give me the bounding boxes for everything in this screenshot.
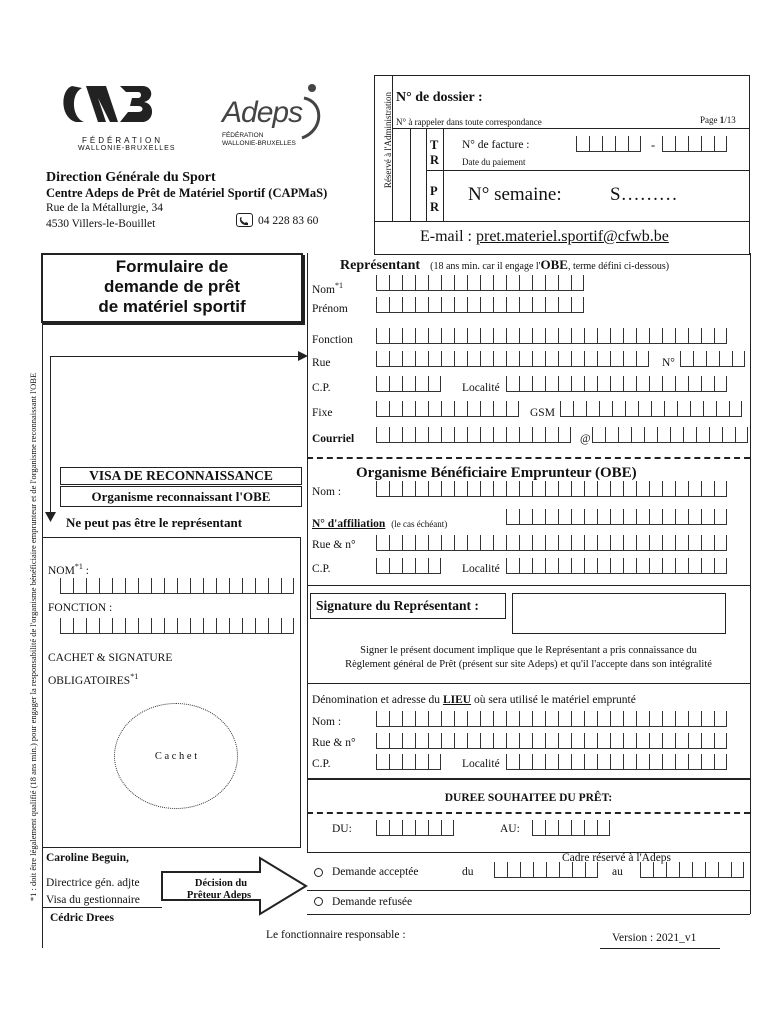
lieu-rue-input[interactable]: [376, 733, 727, 749]
lieu-nom-label: Nom :: [312, 716, 342, 728]
footer-manager: Cédric Drees: [50, 912, 114, 924]
form-title-line2: demande de prêt: [103, 277, 241, 296]
admin-line1: [392, 128, 750, 129]
representant-note-post: , terme défini ci-dessous): [567, 261, 670, 272]
right-col-left-line: [307, 253, 308, 853]
obe-affiliation: [312, 514, 447, 532]
footer-role: Directrice gén. adjte: [46, 877, 140, 889]
acceptee-au: au: [612, 866, 623, 878]
decision-line2: Prêteur Adeps: [186, 890, 252, 901]
rep-courriel-at: @: [580, 433, 591, 445]
footer-right-border: [750, 852, 751, 914]
rep-fixe-input[interactable]: [376, 401, 519, 417]
rep-courriel-input-a[interactable]: [376, 427, 571, 443]
rep-cp-label: C.P.: [312, 382, 331, 394]
rep-gsm-label: GSM: [530, 407, 555, 419]
rep-fonction-input[interactable]: [376, 328, 727, 344]
footer-visa: Visa du gestionnaire: [46, 894, 140, 906]
duree-au-input[interactable]: [532, 820, 610, 836]
obe-affiliation-note: (le cas échéant): [391, 519, 448, 529]
arrow-horizontal: [50, 356, 300, 357]
duree-top-line: [307, 778, 750, 780]
rep-gsm-input[interactable]: [560, 401, 742, 417]
lieu-cp-label: C.P.: [312, 758, 331, 770]
admin-col-c: [443, 128, 444, 221]
lieu-rue-label: Rue & n°: [312, 737, 356, 749]
rep-fixe-label: Fixe: [312, 407, 333, 419]
adeps-sub2: WALLONIE-BRUXELLES: [222, 140, 296, 147]
version-label: Version : 2021_v1: [612, 932, 697, 944]
lieu-title-post: où sera utilisé le matériel emprunté: [471, 694, 636, 706]
wb-logo-line2: WALLONIE-BRUXELLES: [78, 145, 176, 152]
duree-du-label: DU:: [332, 823, 352, 835]
acceptee-du-input[interactable]: [494, 862, 598, 878]
obe-nom-input[interactable]: [376, 481, 727, 497]
visa-cachet-line2: [48, 672, 138, 687]
duree-title: DUREE SOUHAITEE DU PRÊT:: [444, 792, 613, 804]
obe-rue-input[interactable]: [376, 535, 727, 551]
visa-nom-label: [48, 562, 89, 577]
centre-name: Centre Adeps de Prêt de Matériel Sportif (CAPMaS): [46, 186, 328, 200]
footer-right-line1: [307, 890, 750, 891]
wb-logo-icon: [58, 78, 168, 130]
page-num: 1: [719, 115, 725, 125]
footer-right-line2: [307, 914, 750, 915]
address-street: Rue de la Métallurgie, 34: [46, 202, 163, 214]
page-indicator: [700, 115, 736, 125]
rep-prenom-input[interactable]: [376, 297, 584, 313]
acceptee-label: Demande acceptée: [332, 866, 419, 878]
visa-cachet-sup: *1: [130, 672, 139, 681]
pr-r: R: [430, 200, 440, 214]
visa-cachet-line1: CACHET & SIGNATURE: [48, 652, 173, 664]
pr-p: P: [430, 184, 438, 198]
signature-bottom-line: [307, 683, 750, 684]
date-paiement: Date du paiement: [462, 157, 526, 167]
facture-input-a[interactable]: [576, 136, 641, 152]
obe-cp-label: C.P.: [312, 563, 331, 575]
adeps-logo: [218, 82, 328, 152]
duree-bottom-line: [307, 852, 750, 853]
email-label: E-mail :: [420, 228, 476, 245]
semaine-label: N° semaine:: [468, 184, 562, 205]
signature-label: Signature du Représentant :: [316, 598, 479, 613]
form-title-line3: de matériel sportif: [98, 297, 246, 316]
lieu-title: [312, 694, 636, 706]
lieu-nom-input[interactable]: [376, 711, 727, 727]
duree-du-input[interactable]: [376, 820, 454, 836]
responsable-label: Le fonctionnaire responsable :: [266, 929, 406, 941]
rep-separator: [307, 457, 750, 459]
rep-nom-input[interactable]: [376, 275, 584, 291]
representant-title: Représentant: [340, 258, 421, 273]
admin-line2: [426, 170, 750, 171]
representant-note-pre: (18 ans min. car il engage l': [430, 261, 541, 272]
semaine-value[interactable]: S………: [610, 184, 678, 205]
wb-logo-line1: FÉDÉRATION: [82, 136, 163, 145]
adeps-logo-text: Adeps: [222, 96, 303, 129]
stamp-label: C a c h e t: [154, 751, 198, 762]
adeps-swoosh-icon: [298, 82, 326, 142]
rep-rue-label: Rue: [312, 357, 331, 369]
visa-nom-text: NOM: [48, 564, 75, 577]
side-note: *1 : doit être légalement qualifié (18 ans min.) pour engager la responsabilité de l'organisme bénéficiaire emprunteur et de l'organisme reconnaissant l'OBE: [28, 372, 38, 902]
acceptee-du: du: [462, 866, 474, 878]
visa-nom-input[interactable]: [60, 578, 294, 594]
refusee-radio[interactable]: [314, 897, 323, 906]
rep-nom-sup: *1: [335, 281, 343, 290]
rep-cp-input[interactable]: [376, 376, 441, 392]
acceptee-radio[interactable]: [314, 868, 323, 877]
signature-top-line: [307, 585, 750, 586]
obe-localite-label: Localité: [462, 563, 500, 575]
signature-note2: Règlement général de Prêt (présent sur site Adeps) et qu'il l'accepte dans son intégralité: [345, 659, 712, 670]
visa-fonction-label: FONCTION :: [48, 602, 113, 614]
rep-courriel-input-b[interactable]: [592, 427, 748, 443]
obe-rue-label: Rue & n°: [312, 539, 356, 551]
visa-subtitle: Organisme reconnaissant l'OBE: [91, 489, 271, 504]
wb-logo: [58, 78, 176, 153]
duree-separator: [307, 812, 750, 814]
duree-au-label: AU:: [500, 823, 520, 835]
visa-title: VISA DE RECONNAISSANCE: [89, 468, 273, 483]
visa-nom-colon: :: [82, 564, 89, 577]
lieu-cp-input[interactable]: [376, 754, 441, 770]
visa-cachet-line2-text: OBLIGATOIRES: [48, 674, 131, 687]
tr-r: R: [430, 153, 440, 167]
obe-cp-input[interactable]: [376, 558, 441, 574]
page-prefix: Page: [700, 115, 720, 125]
rep-rue-input[interactable]: [376, 351, 649, 367]
arrow-down-icon: [45, 512, 56, 522]
rep-nom-text: Nom: [312, 283, 335, 296]
rep-localite-input[interactable]: [506, 376, 727, 392]
lieu-localite-label: Localité: [462, 758, 500, 770]
visa-warning: Ne peut pas être le représentant: [66, 515, 243, 530]
direction-title: Direction Générale du Sport: [46, 170, 216, 185]
rep-numero-label: N°: [662, 357, 675, 369]
obe-affiliation-label: N° d'affiliation: [312, 518, 386, 530]
version-underline: [600, 948, 720, 949]
phone-icon: [236, 213, 253, 227]
signature-field[interactable]: [512, 593, 726, 634]
lieu-localite-input[interactable]: [506, 754, 727, 770]
footer-name: Caroline Beguin,: [46, 852, 129, 864]
obe-title: Organisme Bénéficiaire Emprunteur (OBE): [356, 465, 637, 481]
obe-localite-input[interactable]: [506, 558, 727, 574]
visa-nom-sup: *1: [74, 562, 83, 571]
admin-col-a: [410, 128, 411, 221]
facture-input-b[interactable]: [662, 136, 727, 152]
tr-t: T: [430, 138, 439, 152]
dossier-label: N° de dossier :: [396, 90, 483, 105]
representant-header: [340, 256, 669, 274]
refusee-label: Demande refusée: [332, 896, 413, 908]
visa-fonction-input[interactable]: [60, 618, 294, 634]
representant-note-obe: OBE: [540, 257, 568, 272]
lieu-title-pre: Dénomination et adresse du: [312, 694, 443, 706]
email-line: [420, 228, 669, 246]
dossier-rappel: N° à rappeler dans toute correspondance: [396, 117, 542, 127]
rep-numero-input[interactable]: [680, 351, 745, 367]
address-city: 4530 Villers-le-Bouillet: [46, 218, 156, 230]
signature-note1: Signer le présent document implique que le Représentant a pris connaissance du: [360, 645, 697, 656]
lieu-title-kw: LIEU: [442, 694, 472, 706]
right-col-right-line: [750, 253, 751, 853]
rep-localite-label: Localité: [462, 382, 500, 394]
rep-nom-label: [312, 281, 343, 296]
facture-label: N° de facture :: [462, 139, 530, 151]
rep-fonction-label: Fonction: [312, 334, 353, 346]
facture-dash: -: [651, 138, 656, 152]
decision-line1: Décision du: [194, 878, 248, 889]
acceptee-au-input[interactable]: [640, 862, 744, 878]
admin-line3: [374, 221, 750, 222]
rep-courriel-label: Courriel: [312, 433, 355, 445]
adeps-sub1: FÉDÉRATION: [222, 132, 264, 139]
obe-affiliation-input[interactable]: [506, 509, 727, 525]
obe-nom-label: Nom :: [312, 486, 342, 498]
admin-col-b: [426, 128, 427, 221]
email-address[interactable]: pret.materiel.sportif@cfwb.be: [475, 228, 669, 245]
rep-prenom-label: Prénom: [312, 303, 348, 315]
arrow-vertical: [50, 356, 51, 516]
phone-number: 04 228 83 60: [258, 215, 319, 227]
admin-side-label: Réservé à l'Administration: [383, 91, 393, 189]
cadre-label: Cadre réservé à l'Adeps: [562, 852, 672, 864]
page-total: /13: [724, 115, 736, 125]
footer-left-line: [42, 907, 162, 908]
form-title-line1: Formulaire de: [115, 257, 229, 276]
